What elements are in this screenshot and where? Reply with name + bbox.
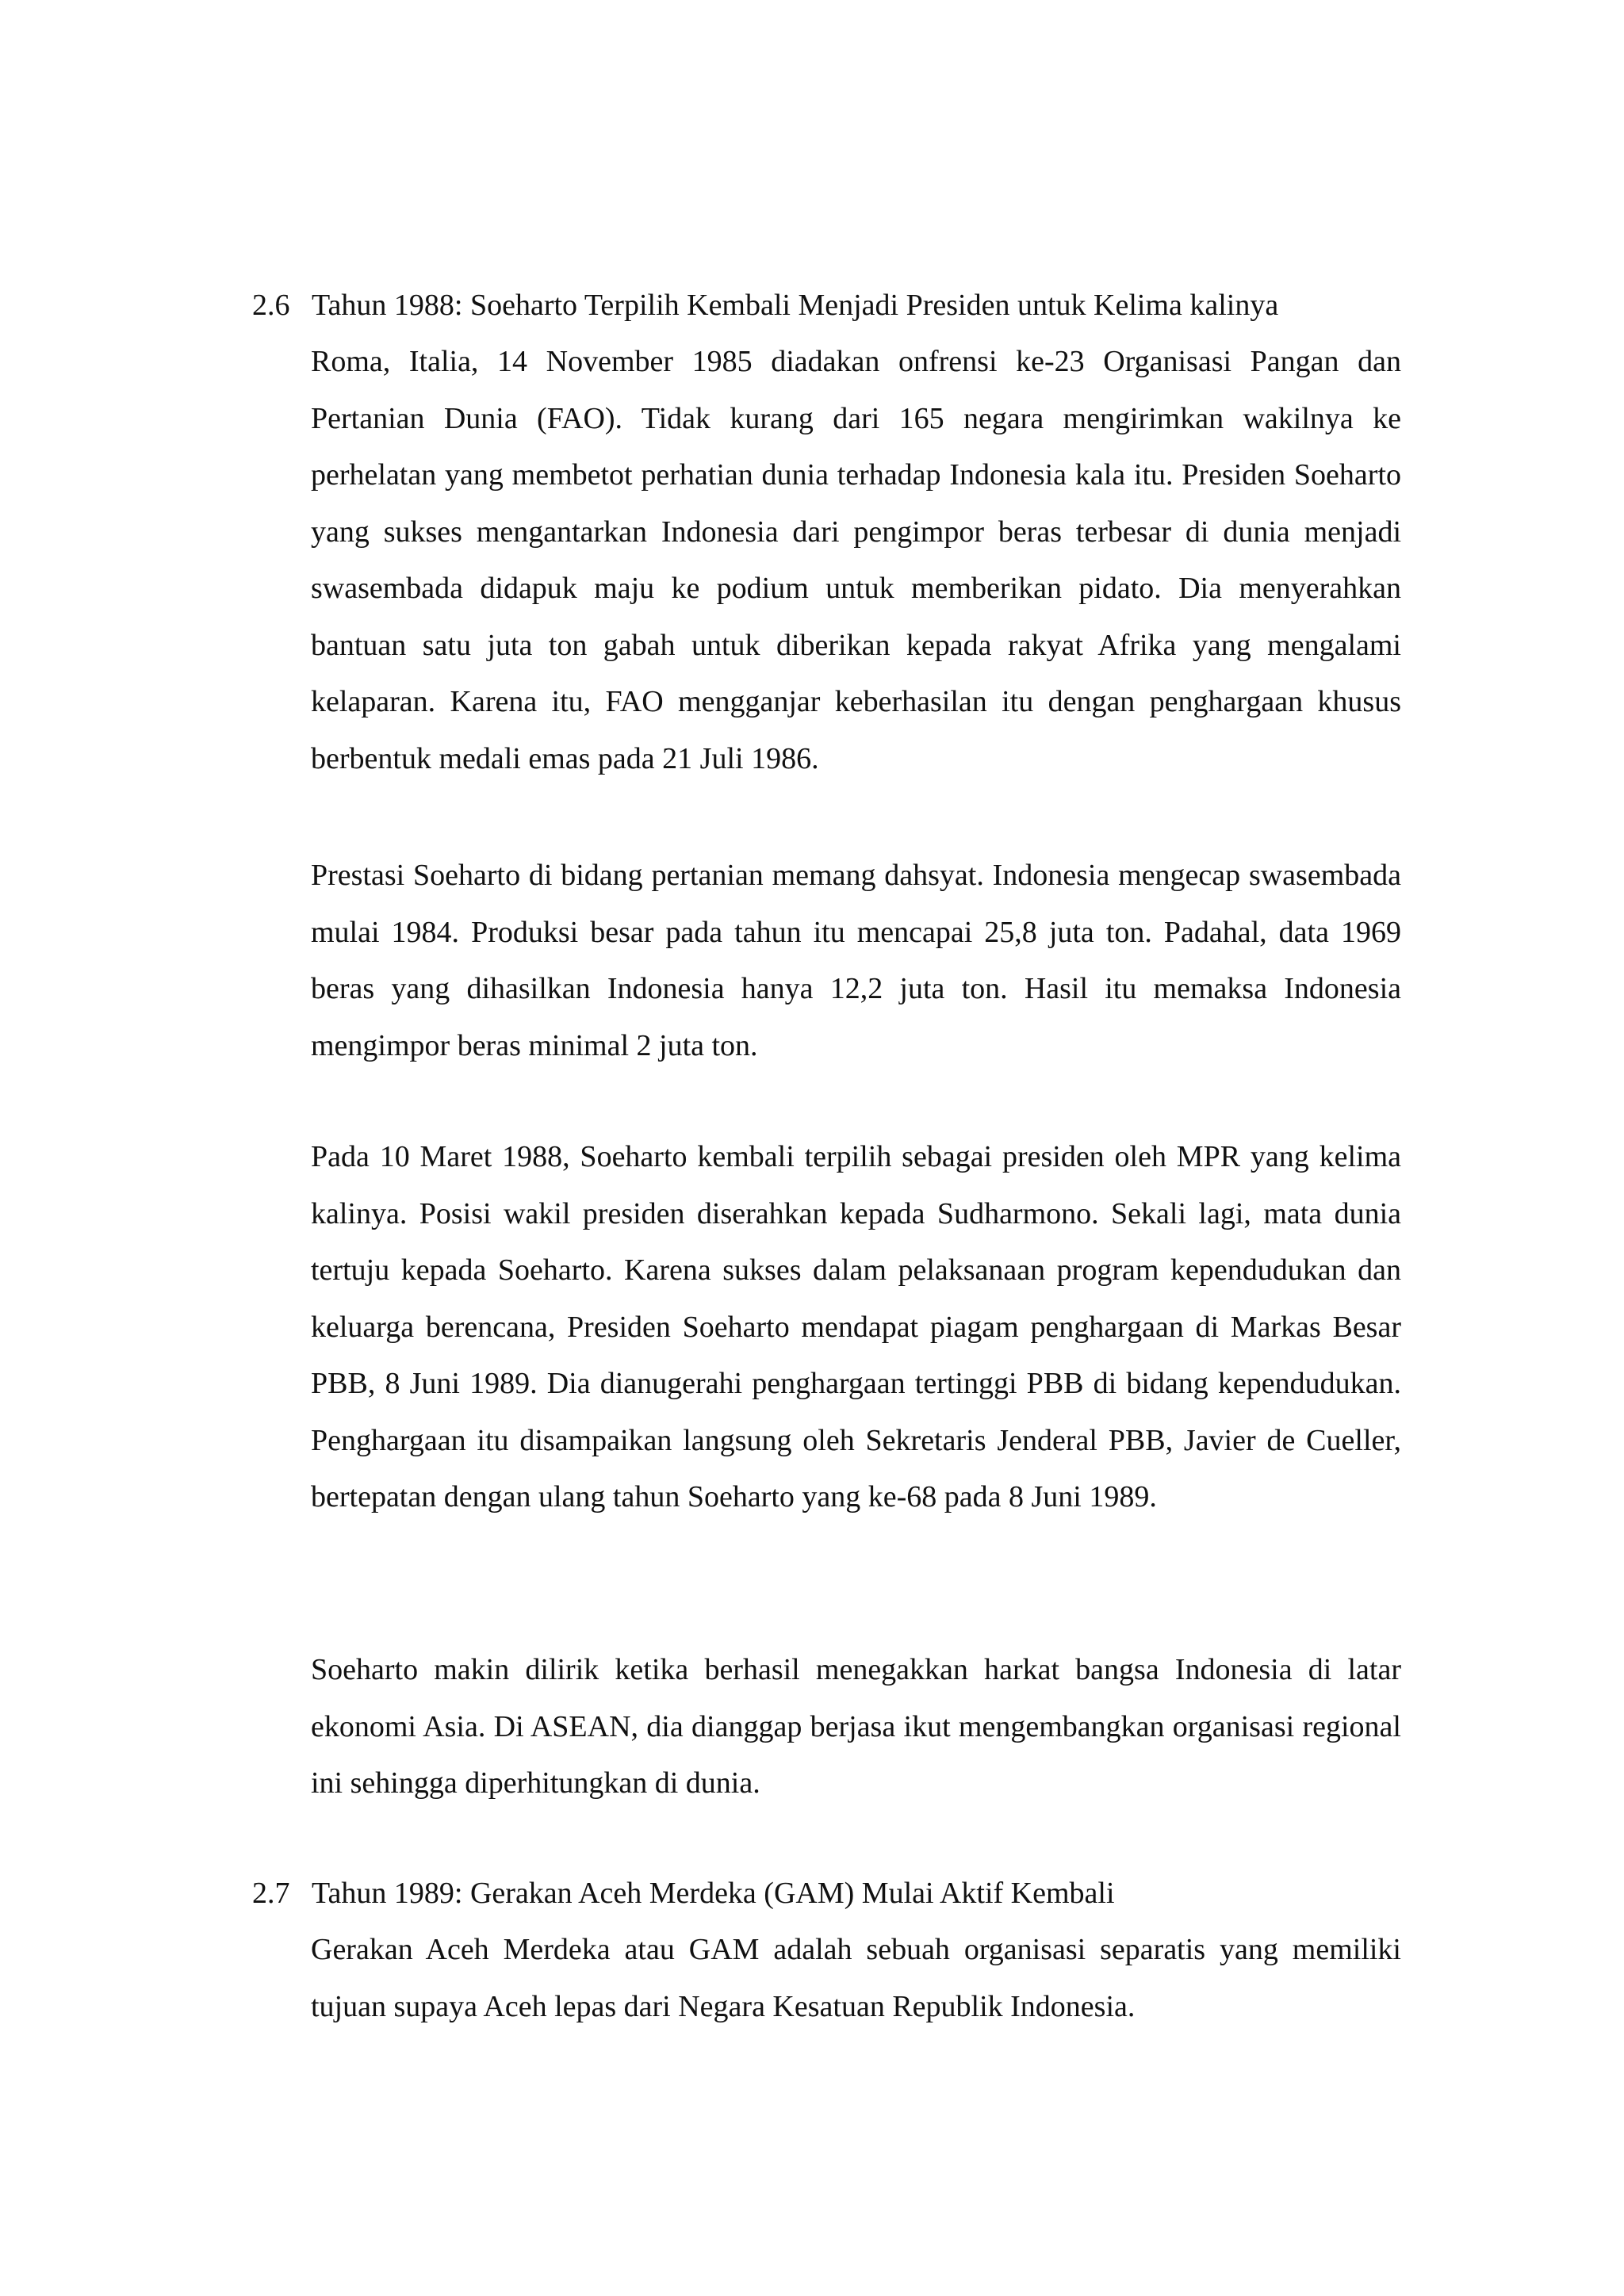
section-number: 2.7	[252, 1877, 290, 1910]
section-number: 2.6	[252, 289, 290, 322]
paragraph: Soeharto makin dilirik ketika berhasil menegakkan harkat bangsa Indonesia di latar ekonomi Asia. Di ASEAN, dia dianggap berjasa ikut mengembangkan organisasi regional ini sehingga diperhitungkan di dunia.	[311, 1653, 1401, 1800]
paragraph: Roma, Italia, 14 November 1985 diadakan onfrensi ke-23 Organisasi Pangan dan Pertanian Dunia (FAO). Tidak kurang dari 165 negara mengirimkan wakilnya ke perhelatan yang membetot perhatian dunia terhadap Indonesia kala itu. Presiden Soeharto yang sukses mengantarkan Indonesia dari pengimpor beras terbesar di dunia menjadi swasembada didapuk maju ke podium untuk memberikan pidato. Dia menyerahkan bantuan satu juta ton gabah untuk diberikan kepada rakyat Afrika yang mengalami kelaparan. Karena itu, FAO mengganjar keberhasilan itu dengan penghargaan khusus berbentuk medali emas pada 21 Juli 1986.	[311, 345, 1401, 775]
paragraph: Gerakan Aceh Merdeka atau GAM adalah sebuah organisasi separatis yang memiliki tujuan supaya Aceh lepas dari Negara Kesatuan Republik Indonesia.	[311, 1933, 1401, 2023]
section-title: Tahun 1988: Soeharto Terpilih Kembali Menjadi Presiden untuk Kelima kalinya	[312, 289, 1279, 322]
paragraph: Pada 10 Maret 1988, Soeharto kembali terpilih sebagai presiden oleh MPR yang kelima kalinya. Posisi wakil presiden diserahkan kepada Sudharmono. Sekali lagi, mata dunia tertuju kepada Soeharto. Karena sukses dalam pelaksanaan program kependudukan dan keluarga berencana, Presiden Soeharto mendapat piagam penghargaan di Markas Besar PBB, 8 Juni 1989. Dia dianugerahi penghargaan tertinggi PBB di bidang kependudukan. Penghargaan itu disampaikan langsung oleh Sekretaris Jenderal PBB, Javier de Cueller, bertepatan dengan ulang tahun Soeharto yang ke-68 pada 8 Juni 1989.	[311, 1140, 1401, 1513]
paragraph: Prestasi Soeharto di bidang pertanian memang dahsyat. Indonesia mengecap swasembada mulai 1984. Produksi besar pada tahun itu mencapai 25,8 juta ton. Padahal, data 1969 beras yang dihasilkan Indonesia hanya 12,2 juta ton. Hasil itu memaksa Indonesia mengimpor beras minimal 2 juta ton.	[311, 859, 1401, 1062]
section-heading-2-7	[252, 1865, 1115, 1922]
section-title: Tahun 1989: Gerakan Aceh Merdeka (GAM) Mulai Aktif Kembali	[312, 1877, 1115, 1910]
section-heading-2-6	[252, 277, 1278, 334]
